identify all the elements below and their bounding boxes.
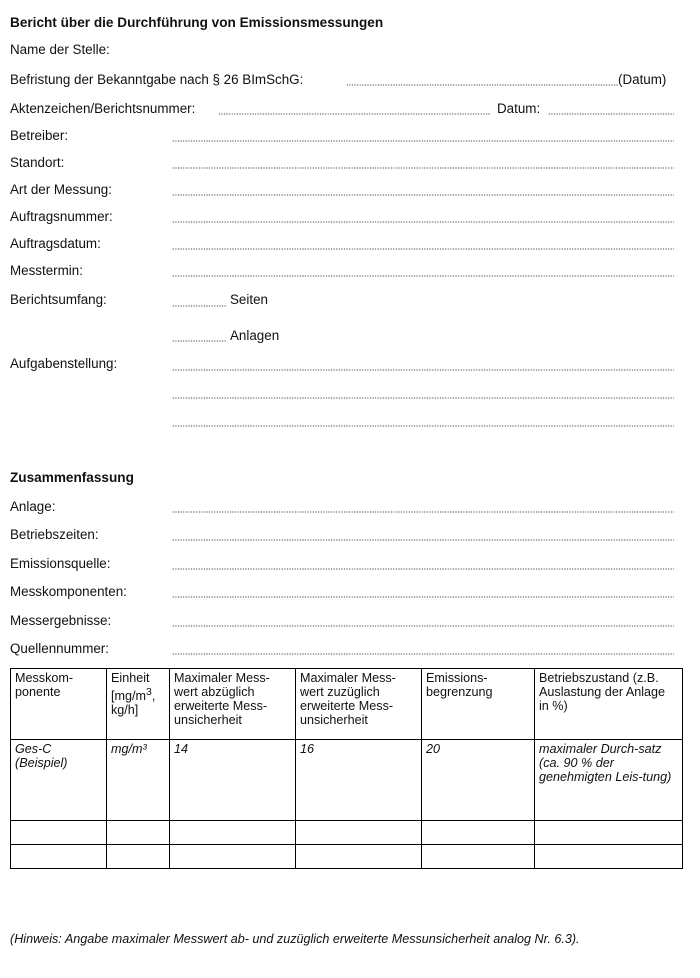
example-max-abzueglich: 14 <box>170 740 296 821</box>
table-cell[interactable] <box>107 845 170 869</box>
col-header-max-zuzueglich: Maximaler Mess-wert zuzüglich erweiterte Mess-unsicherheit <box>296 669 422 740</box>
seiten-field[interactable] <box>172 305 226 307</box>
field-messtermin[interactable] <box>172 275 674 277</box>
table-cell[interactable] <box>170 821 296 845</box>
aktenzeichen-label: Aktenzeichen/Berichtsnummer: <box>10 101 196 116</box>
zf-field-messkomponenten[interactable] <box>172 596 674 598</box>
einheit-header-text: Einheit [mg/m <box>111 671 150 704</box>
field-auftragsnummer[interactable] <box>172 221 674 223</box>
example-einheit: mg/m³ <box>107 740 170 821</box>
zf-label-betriebszeiten: Betriebszeiten: <box>10 527 99 542</box>
field-standort[interactable] <box>172 167 674 169</box>
field-betreiber[interactable] <box>172 140 674 142</box>
einheit-header-suffix: , kg/h] <box>111 689 156 718</box>
field-label-standort: Standort: <box>10 155 65 170</box>
aufgabenstellung-label: Aufgabenstellung: <box>10 356 118 371</box>
example-max-zuzueglich: 16 <box>296 740 422 821</box>
table-cell[interactable] <box>107 821 170 845</box>
table-row-empty-1 <box>11 821 683 845</box>
table-cell[interactable] <box>296 845 422 869</box>
zf-label-messergebnisse: Messergebnisse: <box>10 613 112 628</box>
col-header-betriebszustand: Betriebszustand (z.B. Auslastung der Anlage in %) <box>535 669 683 740</box>
table-cell[interactable] <box>296 821 422 845</box>
zf-field-messergebnisse[interactable] <box>172 625 674 627</box>
table-cell[interactable] <box>11 821 107 845</box>
zf-field-quellennummer[interactable] <box>172 653 674 655</box>
field-art-der-messung[interactable] <box>172 194 674 196</box>
zf-field-anlage[interactable] <box>172 511 674 513</box>
anlagen-label: Anlagen <box>230 328 280 343</box>
zf-label-quellennummer: Quellennummer: <box>10 641 109 656</box>
zf-label-anlage: Anlage: <box>10 499 56 514</box>
field-label-auftragsdatum: Auftragsdatum: <box>10 236 101 251</box>
table-row-empty-2 <box>11 845 683 869</box>
field-label-messtermin: Messtermin: <box>10 263 83 278</box>
zf-label-emissionsquelle: Emissionsquelle: <box>10 556 111 571</box>
field-label-art-der-messung: Art der Messung: <box>10 182 112 197</box>
field-auftragsdatum[interactable] <box>172 248 674 250</box>
example-emissionsbegrenzung: 20 <box>422 740 535 821</box>
befristung-label: Befristung der Bekanntgabe nach § 26 BImSchG: <box>10 72 304 87</box>
zusammenfassung-heading: Zusammenfassung <box>10 470 134 485</box>
aktenzeichen-field[interactable] <box>218 113 490 115</box>
aufgabenstellung-line-1[interactable] <box>172 369 674 371</box>
datum-label: Datum: <box>497 101 541 116</box>
table-cell[interactable] <box>422 821 535 845</box>
zf-field-emissionsquelle[interactable] <box>172 568 674 570</box>
report-title: Bericht über die Durchführung von Emissionsmessungen <box>10 15 384 30</box>
befristung-datum-suffix: (Datum) <box>618 72 667 87</box>
field-label-auftragsnummer: Auftragsnummer: <box>10 209 113 224</box>
table-header-row <box>11 669 683 740</box>
name-der-stelle-label: Name der Stelle: <box>10 42 110 57</box>
zf-field-betriebszeiten[interactable] <box>172 539 674 541</box>
zf-label-messkomponenten: Messkomponenten: <box>10 584 127 599</box>
anlagen-field[interactable] <box>172 340 226 342</box>
table-cell[interactable] <box>535 845 683 869</box>
table-cell[interactable] <box>422 845 535 869</box>
table-cell[interactable] <box>11 845 107 869</box>
messergebnis-table <box>10 668 683 869</box>
befristung-field[interactable] <box>346 84 618 86</box>
col-header-max-abzueglich: Maximaler Mess-wert abzüglich erweiterte Mess-unsicherheit <box>170 669 296 740</box>
berichtsumfang-label: Berichtsumfang: <box>10 292 107 307</box>
field-label-betreiber: Betreiber: <box>10 128 69 143</box>
aufgabenstellung-line-3[interactable] <box>172 425 674 427</box>
aufgabenstellung-line-2[interactable] <box>172 397 674 399</box>
seiten-label: Seiten <box>230 292 268 307</box>
hinweis-note: (Hinweis: Angabe maximaler Messwert ab- und zuzüglich erweiterte Messunsicherheit analog Nr. 6.3). <box>10 932 580 946</box>
col-header-komponente: Messkom-ponente <box>11 669 107 740</box>
example-betriebszustand: maximaler Durch-satz (ca. 90 % der genehmigten Leis-tung) <box>535 740 683 821</box>
example-komponente: Ges-C (Beispiel) <box>11 740 107 821</box>
table-cell[interactable] <box>535 821 683 845</box>
table-cell[interactable] <box>170 845 296 869</box>
table-row-example <box>11 740 683 821</box>
col-header-einheit <box>107 669 170 740</box>
datum-field[interactable] <box>548 113 674 115</box>
col-header-emissionsbegrenzung: Emissions-begrenzung <box>422 669 535 740</box>
einheit-header-sup: 3 <box>145 686 152 698</box>
